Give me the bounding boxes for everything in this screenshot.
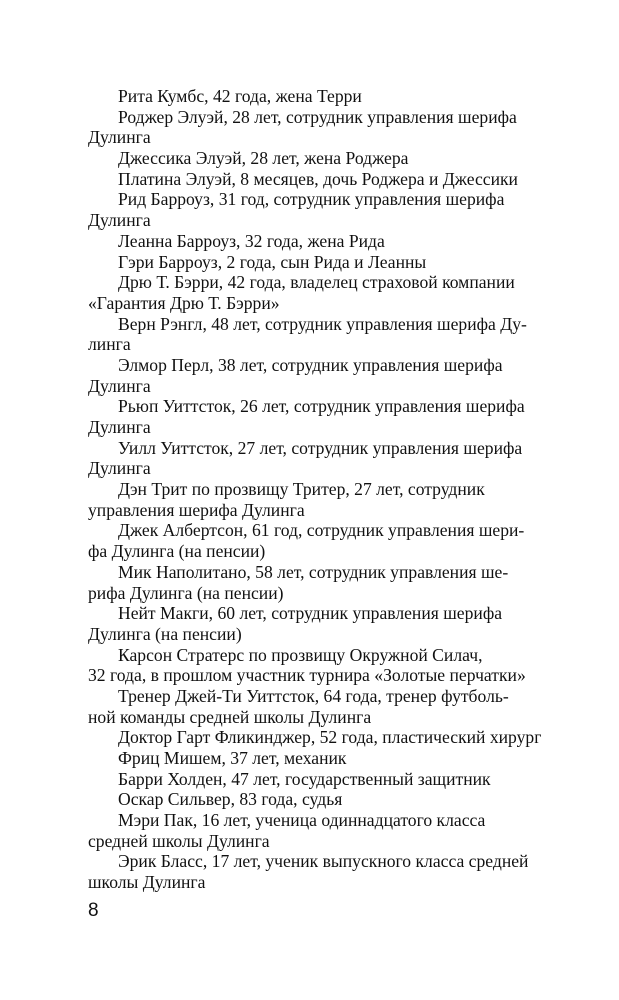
text-line: Дулинга (на пенсии) — [88, 623, 242, 644]
text-line: Верн Рэнгл, 48 лет, сотрудник управления шерифа Ду- — [118, 313, 527, 334]
text-line: Дулинга — [88, 417, 151, 437]
text-line: Дулинга — [88, 375, 151, 396]
text-line: Нейт Макги, 60 лет, сотрудник управления шерифа — [118, 603, 503, 624]
text-line: Гэри Барроуз, 2 года, сын Рида и Леанны — [118, 251, 427, 272]
text-line: Уилл Уиттсток, 27 лет, сотрудник управления шерифа — [118, 437, 523, 458]
text-line: Рид Барроуз, 31 год, сотрудник управления шерифа — [118, 189, 505, 210]
text-line: Джек Албертсон, 61 год, сотрудник управления шери- — [118, 520, 525, 541]
text-line: Рита Кумбс, 42 года, жена Терри — [118, 86, 362, 106]
text-line: Тренер Джей-Ти Уиттсток, 64 года, тренер футболь- — [118, 685, 509, 706]
text-line: средней школы Дулинга — [88, 830, 270, 851]
text-line: управления шерифа Дулинга — [88, 499, 305, 520]
text-line: Дрю Т. Бэрри, 42 года, владелец страховой компании — [118, 272, 515, 293]
text-line: Фриц Мишем, 37 лет, механик — [118, 748, 347, 768]
text-line: рифа Дулинга (на пенсии) — [88, 582, 284, 603]
text-line: Дулинга — [88, 210, 151, 231]
text-line: Дэн Трит по прозвищу Тритер, 27 лет, сотрудник — [118, 479, 485, 500]
text-line: Карсон Стратерс по прозвищу Окружной Силач, — [118, 644, 483, 665]
text-line: Мик Наполитано, 58 лет, сотрудник управления ше- — [118, 561, 509, 582]
text-line: 32 года, в прошлом участник турнира «Золотые перчатки» — [88, 665, 526, 686]
text-line: Доктор Гарт Фликинджер, 52 года, пластический хирург — [118, 727, 542, 748]
text-line: Оскар Сильвер, 83 года, судья — [118, 789, 343, 810]
text-line: Леанна Барроуз, 32 года, жена Рида — [118, 230, 385, 251]
page-number: 8 — [88, 900, 99, 921]
text-line: Элмор Перл, 38 лет, сотрудник управления шерифа — [118, 354, 503, 375]
text-line: линга — [88, 334, 131, 355]
text-line: Рьюп Уиттсток, 26 лет, сотрудник управления шерифа — [118, 396, 525, 417]
text-line: Джессика Элуэй, 28 лет, жена Роджера — [118, 148, 409, 169]
text-line: фа Дулинга (на пенсии) — [88, 541, 266, 562]
text-line: Эрик Бласс, 17 лет, ученик выпускного класса средней — [118, 851, 529, 872]
text-line: Дулинга — [88, 127, 151, 148]
text-line: Барри Холден, 47 лет, государственный защитник — [118, 768, 491, 789]
text-line: Роджер Элуэй, 28 лет, сотрудник управления шерифа — [118, 106, 517, 127]
text-line: Платина Элуэй, 8 месяцев, дочь Роджера и Джессики — [118, 168, 518, 189]
text-line: Дулинга — [88, 458, 151, 479]
character-list-text — [88, 86, 552, 893]
text-line: Мэри Пак, 16 лет, ученица одиннадцатого класса — [118, 810, 486, 831]
text-line: школы Дулинга — [88, 872, 206, 893]
text-line: ной команды средней школы Дулинга — [88, 706, 372, 727]
text-line: «Гарантия Дрю Т. Бэрри» — [88, 292, 280, 313]
